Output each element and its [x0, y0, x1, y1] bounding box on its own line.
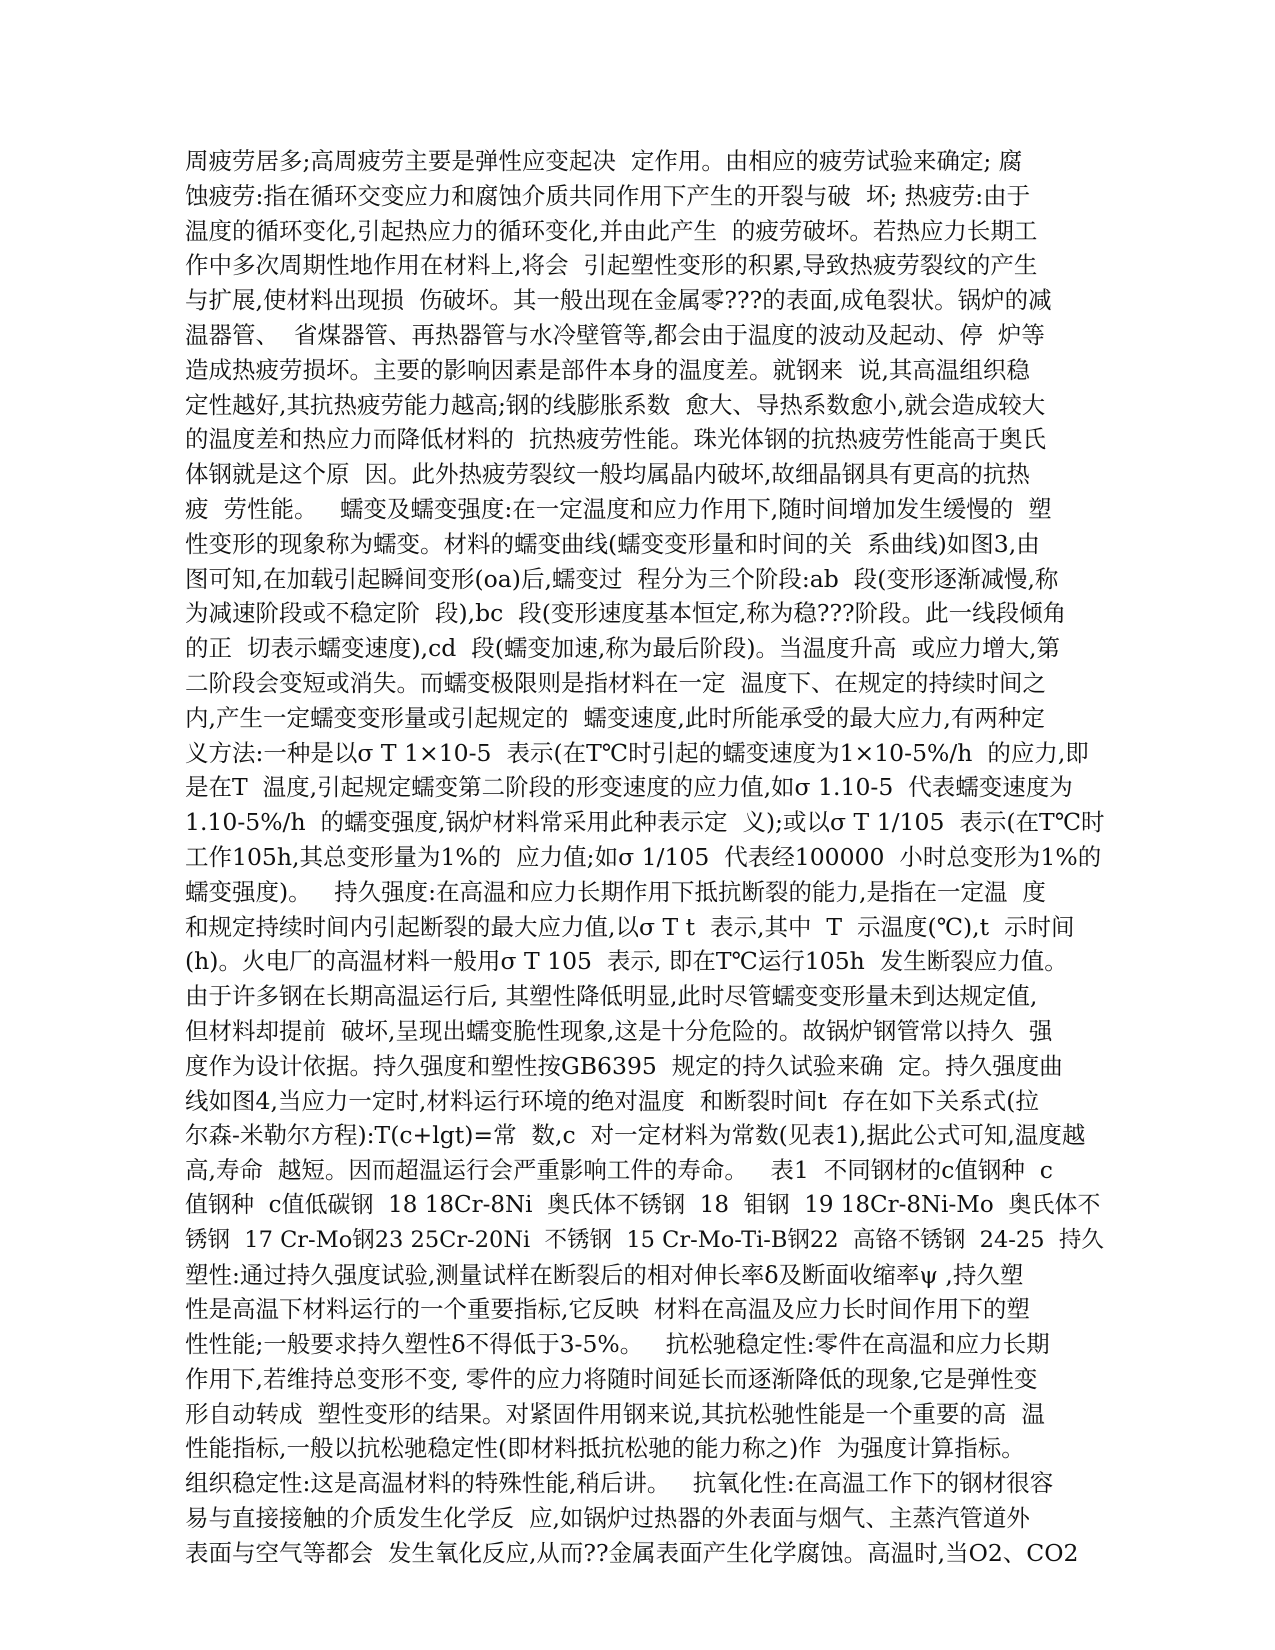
text-line: 锈钢 17 Cr-Mo钢23 25Cr-20Ni 不锈钢 15 Cr-Mo-Ti-B钢22 高铬不锈钢 24-25 持久 — [185, 1226, 1104, 1253]
text-line: 表面与空气等都会 发生氧化反应,从而??金属表面产生化学腐蚀。高温时,当O2、CO2 — [185, 1538, 1079, 1567]
text-line: 体钢就是这个原 因。此外热疲劳裂纹一般均属晶内破坏,故细晶钢具有更高的抗热 — [185, 460, 1030, 489]
text-line: 1.10-5%/h 的蠕变强度,锅炉材料常采用此种表示定 义);或以σ T 1/105 表示(在T℃时 — [185, 808, 1105, 837]
text-line: 内,产生一定蠕变变形量或引起规定的 蠕变速度,此时所能承受的最大应力,有两种定 — [185, 703, 1045, 732]
text-line: 义方法:一种是以σ T 1×10-5 表示(在T℃时引起的蠕变速度为1×10-5%/h 的应力,即 — [185, 738, 1089, 767]
text-line: 作用下,若维持总变形不变, 零件的应力将随时间延长而逐渐降低的现象,它是弹性变 — [185, 1364, 1038, 1393]
text-line: 温器管、 省煤器管、再热器管与水冷壁管等,都会由于温度的波动及起动、停 炉等 — [185, 320, 1045, 349]
text-line: 和规定持续时间内引起断裂的最大应力值,以σ T t 表示,其中 T 示温度(℃),t 示时间 — [185, 912, 1075, 941]
text-line: 性能指标,一般以抗松驰稳定性(即材料抵抗松驰的能力称之)作 为强度计算指标。 — [185, 1434, 1025, 1463]
text-line: 线如图4,当应力一定时,材料运行环境的绝对温度 和断裂时间t 存在如下关系式(拉 — [185, 1086, 1039, 1115]
text-line: 图可知,在加载引起瞬间变形(oa)后,蠕变过 程分为三个阶段:ab 段(变形逐渐减慢,称 — [185, 564, 1059, 593]
text-line: 蚀疲劳:指在循环交变应力和腐蚀介质共同作用下产生的开裂与破 坏; 热疲劳:由于 — [185, 181, 1031, 210]
text-line: 周疲劳居多;高周疲劳主要是弹性应变起决 定作用。由相应的疲劳试验来确定; 腐 — [185, 147, 1023, 175]
text-line: 高,寿命 越短。因而超温运行会严重影响工件的寿命。 表1 不同钢材的c值钢种 c — [185, 1156, 1053, 1185]
text-line: 形自动转成 塑性变形的结果。对紧固件用钢来说,其抗松驰性能是一个重要的高 温 — [185, 1399, 1045, 1428]
text-line: 工作105h,其总变形量为1%的 应力值;如σ 1/105 代表经100000 小时总变形为1%的 — [185, 842, 1102, 871]
text-line: 蠕变强度)。 持久强度:在高温和应力长期作用下抵抗断裂的能力,是指在一定温 度 — [185, 877, 1046, 906]
text-line: (h)。火电厂的高温材料一般用σ T 105 表示, 即在T℃运行105h 发生断裂应力值。 — [185, 947, 1068, 976]
text-line: 组织稳定性:这是高温材料的特殊性能,稍后讲。 抗氧化性:在高温工作下的钢材很容 — [185, 1469, 1054, 1498]
text-line: 温度的循环变化,引起热应力的循环变化,并由此产生 的疲劳破坏。若热应力长期工 — [185, 216, 1038, 245]
text-line: 性是高温下材料运行的一个重要指标,它反映 材料在高温及应力长时间作用下的塑 — [185, 1295, 1030, 1324]
text-line: 作中多次周期性地作用在材料上,将会 引起塑性变形的积累,导致热疲劳裂纹的产生 — [185, 251, 1038, 280]
text-line: 的温度差和热应力而降低材料的 抗热疲劳性能。珠光体钢的抗热疲劳性能高于奥氏 — [185, 425, 1046, 454]
text-line: 疲 劳性能。 蠕变及蠕变强度:在一定温度和应力作用下,随时间增加发生缓慢的 塑 — [185, 494, 1052, 523]
text-line: 塑性:通过持久强度试验,测量试样在断裂后的相对伸长率δ及断面收缩率ψ ,持久塑 — [185, 1260, 1024, 1289]
text-line: 尔森-米勒尔方程):T(c+lgt)=常 数,c 对一定材料为常数(见表1),据此公式可知,温度越 — [185, 1121, 1086, 1150]
text-line: 值钢种 c值低碳钢 18 18Cr-8Ni 奥氏体不锈钢 18 钼钢 19 18Cr-8Ni-Mo 奥氏体不 — [185, 1191, 1101, 1218]
text-line: 度作为设计依据。持久强度和塑性按GB6395 规定的持久试验来确 定。持久强度曲 — [185, 1051, 1063, 1080]
text-line: 是在T 温度,引起规定蠕变第二阶段的形变速度的应力值,如σ 1.10-5 代表蠕变速度为 — [185, 773, 1073, 802]
text-line: 二阶段会变短或消失。而蠕变极限则是指材料在一定 温度下、在规定的持续时间之 — [185, 668, 1046, 697]
text-line: 由于许多钢在长期高温运行后, 其塑性降低明显,此时尽管蠕变变形量未到达规定值, — [185, 982, 1038, 1011]
text-line: 易与直接接触的介质发生化学反 应,如锅炉过热器的外表面与烟气、主蒸汽管道外 — [185, 1504, 1030, 1533]
text-line: 性性能;一般要求持久塑性δ不得低于3-5%。 抗松驰稳定性:零件在高温和应力长期 — [185, 1330, 1050, 1359]
text-line: 性变形的现象称为蠕变。材料的蠕变曲线(蠕变变形量和时间的关 系曲线)如图3,由 — [185, 529, 1040, 558]
text-line: 造成热疲劳损坏。主要的影响因素是部件本身的温度差。就钢来 说,其高温组织稳 — [185, 355, 1030, 384]
text-line: 定性越好,其抗热疲劳能力越高;钢的线膨胀系数 愈大、导热系数愈小,就会造成较大 — [185, 390, 1046, 419]
text-line: 为减速阶段或不稳定阶 段),bc 段(变形速度基本恒定,称为稳???阶段。此一线段倾角 — [185, 599, 1067, 628]
text-line: 但材料却提前 破坏,呈现出蠕变脆性现象,这是十分危险的。故锅炉钢管常以持久 强 — [185, 1016, 1053, 1045]
text-line: 的正 切表示蠕变速度),cd 段(蠕变加速,称为最后阶段)。当温度升高 或应力增大,第 — [185, 634, 1060, 663]
text-line: 与扩展,使材料出现损 伤破坏。其一般出现在金属零???的表面,成龟裂状。锅炉的减 — [185, 286, 1052, 315]
body-text — [185, 144, 1115, 1571]
